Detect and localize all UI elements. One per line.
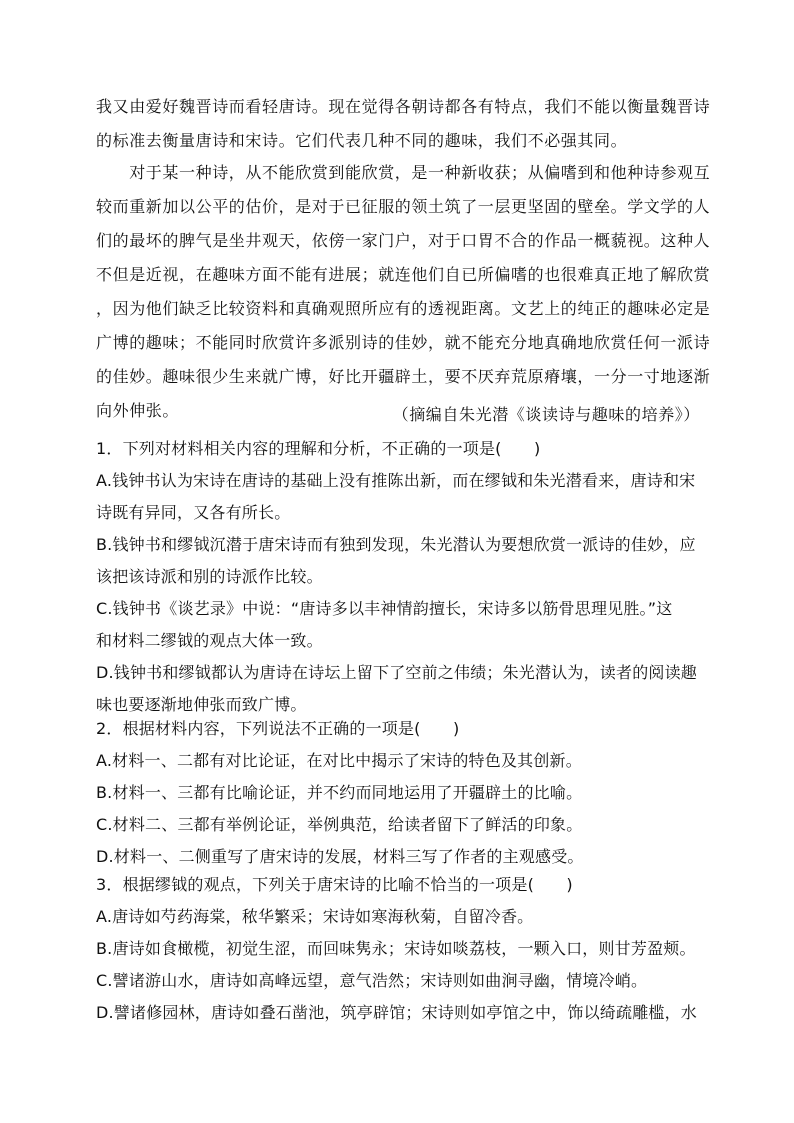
- question-2: [96, 718, 706, 868]
- question-3: [96, 874, 706, 1024]
- option-a-continued: 诗既有异同，又各有所长。: [96, 503, 291, 522]
- option-c: C.譬诸游山水，唐诗如高峰远望，意气浩然；宋诗则如曲涧寻幽，情境冷峭。: [96, 971, 648, 990]
- passage-line: ，因为他们缺乏比较资料和真确观照所应有的透视距离。文艺上的纯正的趣味必定是: [96, 299, 711, 318]
- option-c: C.材料二、三都有举例论证，举例典范，给读者留下了鲜活的印象。: [96, 815, 583, 834]
- passage-source: [360, 404, 700, 426]
- option-a: A.材料一、二都有对比论证，在对比中揭示了宋诗的特色及其创新。: [96, 751, 582, 770]
- option-a: A.唐诗如芍药海棠，秾华繁采；宋诗如寒海秋菊，自留冷香。: [96, 907, 534, 926]
- question-stem: 3．根据缪钺的观点，下列关于唐宋诗的比喻不恰当的一项是( ): [96, 875, 573, 894]
- passage-line: 的佳妙。趣味很少生来就广博，好比开疆辟土，要不厌弃荒原瘠壤，一分一寸地逐渐: [96, 367, 711, 386]
- passage-line: 我又由爱好魏晋诗而看轻唐诗。现在觉得各朝诗都各有特点，我们不能以衡量魏晋诗: [96, 97, 711, 116]
- passage-line: 的标准去衡量唐诗和宋诗。它们代表几种不同的趣味，我们不必强其同。: [96, 131, 628, 150]
- option-d: D.譬诸修园林，唐诗如叠石凿池，筑亭辟馆；宋诗则如亭馆之中，饰以绮疏雕槛，水: [96, 1003, 698, 1022]
- source-citation: （摘编自朱光潜《谈读诗与趣味的培养》）: [392, 405, 700, 424]
- question-1: [96, 438, 706, 716]
- passage-paragraph-2: [96, 162, 711, 422]
- option-b: B.钱钟书和缪钺沉潜于唐宋诗而有独到发现，朱光潜认为要想欣赏一派诗的佳妙，应: [96, 535, 696, 554]
- option-b-continued: 该把该诗派和别的诗派作比较。: [96, 567, 323, 586]
- passage-line: 较而重新加以公平的估价，是对于已征服的领土筑了一层更坚固的壁垒。学文学的人: [96, 197, 711, 216]
- option-b: B.唐诗如食橄榄，初觉生涩，而回味隽永；宋诗如啖荔枝，一颗入口，则甘芳盈颊。: [96, 939, 696, 958]
- option-b: B.材料一、三都有比喻论证，并不约而同地运用了开疆辟土的比喻。: [96, 783, 583, 802]
- option-d: D.材料一、二侧重写了唐宋诗的发展，材料三写了作者的主观感受。: [96, 847, 584, 866]
- option-d-continued: 味也要逐渐地伸张而致广博。: [96, 695, 307, 714]
- option-c: C.钱钟书《谈艺录》中说：“唐诗多以丰神情韵擅长，宋诗多以筋骨思理见胜。”这: [96, 599, 673, 618]
- option-d: D.钱钟书和缪钺都认为唐诗在诗坛上留下了空前之伟绩；朱光潜认为，读者的阅读趣: [96, 663, 698, 682]
- passage-line: 对于某一种诗，从不能欣赏到能欣赏，是一种新收获；从偏嗜到和他种诗参观互: [96, 163, 711, 182]
- passage-line: 向外伸张。: [96, 401, 180, 420]
- passage-line: 们的最坏的脾气是坐井观天，依傍一家门户，对于口胃不合的作品一概藐视。这种人: [96, 231, 711, 250]
- option-c-continued: 和材料二缪钺的观点大体一致。: [96, 631, 323, 650]
- passage-line: 不但是近视，在趣味方面不能有进展；就连他们自已所偏嗜的也很难真正地了解欣赏: [96, 265, 711, 284]
- question-stem: 2．根据材料内容，下列说法不正确的一项是( ): [96, 719, 460, 738]
- passage-paragraph-1: [96, 96, 711, 152]
- passage-line: 广博的趣味；不能同时欣赏许多派别诗的佳妙，就不能充分地真确地欣赏任何一派诗: [96, 333, 711, 352]
- question-stem: 1．下列对材料相关内容的理解和分析，不正确的一项是( ): [96, 439, 541, 458]
- option-a: A.钱钟书认为宋诗在唐诗的基础上没有推陈出新，而在缪钺和朱光潜看来，唐诗和宋: [96, 471, 696, 490]
